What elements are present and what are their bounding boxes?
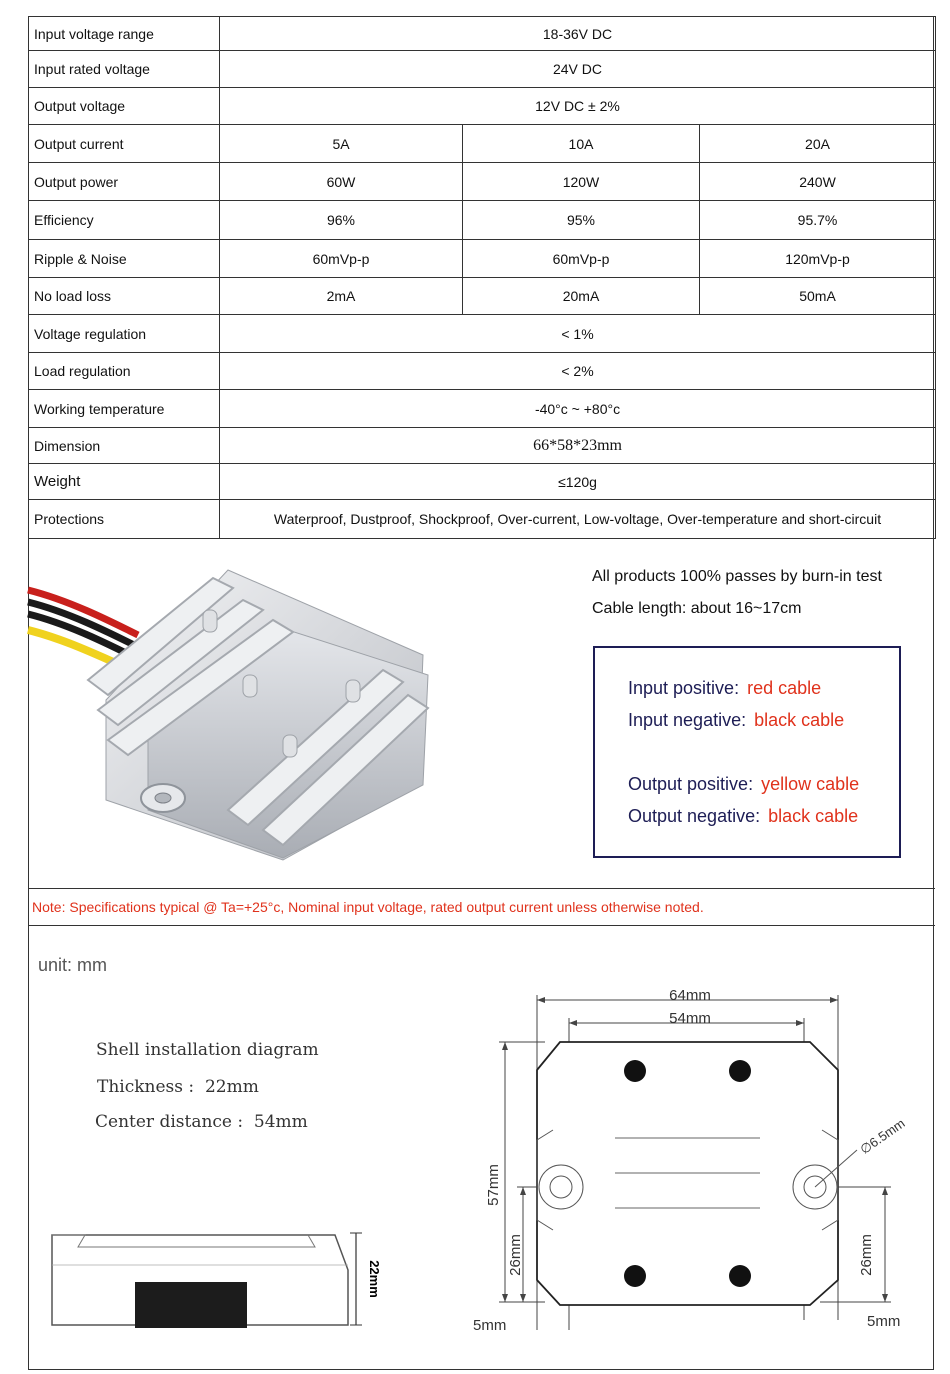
converter-product-image xyxy=(28,560,448,870)
output-positive-value: yellow cable xyxy=(761,774,860,794)
input-positive-row xyxy=(628,678,821,699)
spec-value: 24V DC xyxy=(220,51,936,88)
spec-value: 50mA xyxy=(700,278,936,315)
spec-value: 20mA xyxy=(463,278,700,315)
spec-label: Output power xyxy=(29,163,220,201)
converter-body xyxy=(88,570,428,860)
side-view-connector xyxy=(135,1282,247,1328)
input-negative-value: black cable xyxy=(754,710,845,730)
cable-legend xyxy=(593,646,901,858)
shell-center-distance: Center distance : 54mm xyxy=(95,1112,308,1132)
spec-label: Voltage regulation xyxy=(29,315,220,353)
input-negative-label: Input negative: xyxy=(628,710,747,730)
output-positive-label: Output positive: xyxy=(628,774,754,794)
spec-value: 12V DC ± 2% xyxy=(220,88,936,125)
width-inner-label: 54mm xyxy=(669,1010,711,1027)
spec-value: ≤120g xyxy=(220,464,936,500)
offset-right-label: 5mm xyxy=(867,1313,901,1330)
divider xyxy=(28,925,935,926)
side-view-diagram xyxy=(40,1225,380,1335)
table-row xyxy=(29,390,936,428)
spec-value: 66*58*23mm xyxy=(220,428,936,464)
input-positive-label: Input positive: xyxy=(628,678,740,698)
spec-value: 95% xyxy=(463,201,700,240)
spec-value: 18-36V DC xyxy=(220,17,936,51)
spec-label: Efficiency xyxy=(29,201,220,240)
wire-red xyxy=(28,590,138,635)
offset-left-label: 5mm xyxy=(473,1317,507,1334)
spec-value: 60mVp-p xyxy=(463,240,700,278)
table-row xyxy=(29,17,936,51)
shell-diagram-title: Shell installation diagram xyxy=(96,1040,319,1060)
table-row xyxy=(29,464,936,500)
table-row xyxy=(29,201,936,240)
table-row xyxy=(29,88,936,125)
unit-label: unit: mm xyxy=(38,955,108,975)
spec-label: Weight xyxy=(29,464,220,500)
width-outer-label: 64mm xyxy=(669,987,711,1004)
table-row xyxy=(29,428,936,464)
hole-diameter-label: ∅6.5mm xyxy=(857,1115,908,1158)
output-negative-value: black cable xyxy=(768,806,859,826)
spec-value: 95.7% xyxy=(700,201,936,240)
spec-value: 60mVp-p xyxy=(220,240,463,278)
spec-value: 240W xyxy=(700,163,936,201)
burn-in-note: All products 100% passes by burn-in test xyxy=(592,568,882,585)
spec-value: 60W xyxy=(220,163,463,201)
table-row xyxy=(29,125,936,163)
spec-label: Output voltage xyxy=(29,88,220,125)
divider xyxy=(28,888,935,889)
spec-label: Input voltage range xyxy=(29,17,220,51)
spec-label: Load regulation xyxy=(29,353,220,390)
spec-note: Note: Specifications typical @ Ta=+25°c, Nominal input voltage, rated output current unless otherwise noted. xyxy=(32,899,704,915)
table-row xyxy=(29,240,936,278)
output-negative-row xyxy=(628,806,858,827)
spec-value: 96% xyxy=(220,201,463,240)
spec-table xyxy=(28,16,936,539)
mounting-hole-left xyxy=(539,1165,583,1209)
height-left-label: 26mm xyxy=(507,1234,524,1276)
shell-thickness: Thickness : 22mm xyxy=(97,1077,259,1097)
spec-value: 2mA xyxy=(220,278,463,315)
spec-value: 120W xyxy=(463,163,700,201)
table-row xyxy=(29,353,936,390)
table-row xyxy=(29,278,936,315)
table-row xyxy=(29,315,936,353)
spec-value: -40°c ~ +80°c xyxy=(220,390,936,428)
table-row xyxy=(29,163,936,201)
height-right-label: 26mm xyxy=(858,1234,875,1276)
output-positive-row xyxy=(628,774,859,795)
spec-label: Input rated voltage xyxy=(29,51,220,88)
spec-label: Output current xyxy=(29,125,220,163)
spec-value: < 2% xyxy=(220,353,936,390)
spec-value: 20A xyxy=(700,125,936,163)
table-row xyxy=(29,500,936,539)
spec-value: 5A xyxy=(220,125,463,163)
side-height-label: 22mm xyxy=(367,1260,382,1298)
input-negative-row xyxy=(628,710,844,731)
spec-value: 120mVp-p xyxy=(700,240,936,278)
spec-label: Ripple & Noise xyxy=(29,240,220,278)
spec-label: Dimension xyxy=(29,428,220,464)
output-negative-label: Output negative: xyxy=(628,806,761,826)
spec-value: 10A xyxy=(463,125,700,163)
spec-value: Waterproof, Dustproof, Shockproof, Over-current, Low-voltage, Over-temperature and short-circuit xyxy=(220,500,936,539)
spec-label: Working temperature xyxy=(29,390,220,428)
table-row xyxy=(29,51,936,88)
height-total-label: 57mm xyxy=(485,1164,502,1206)
spec-label: No load loss xyxy=(29,278,220,315)
spec-value: < 1% xyxy=(220,315,936,353)
top-view-diagram xyxy=(465,980,925,1340)
spec-label: Protections xyxy=(29,500,220,539)
cable-length-note: Cable length: about 16~17cm xyxy=(592,600,802,617)
input-positive-value: red cable xyxy=(747,678,822,698)
